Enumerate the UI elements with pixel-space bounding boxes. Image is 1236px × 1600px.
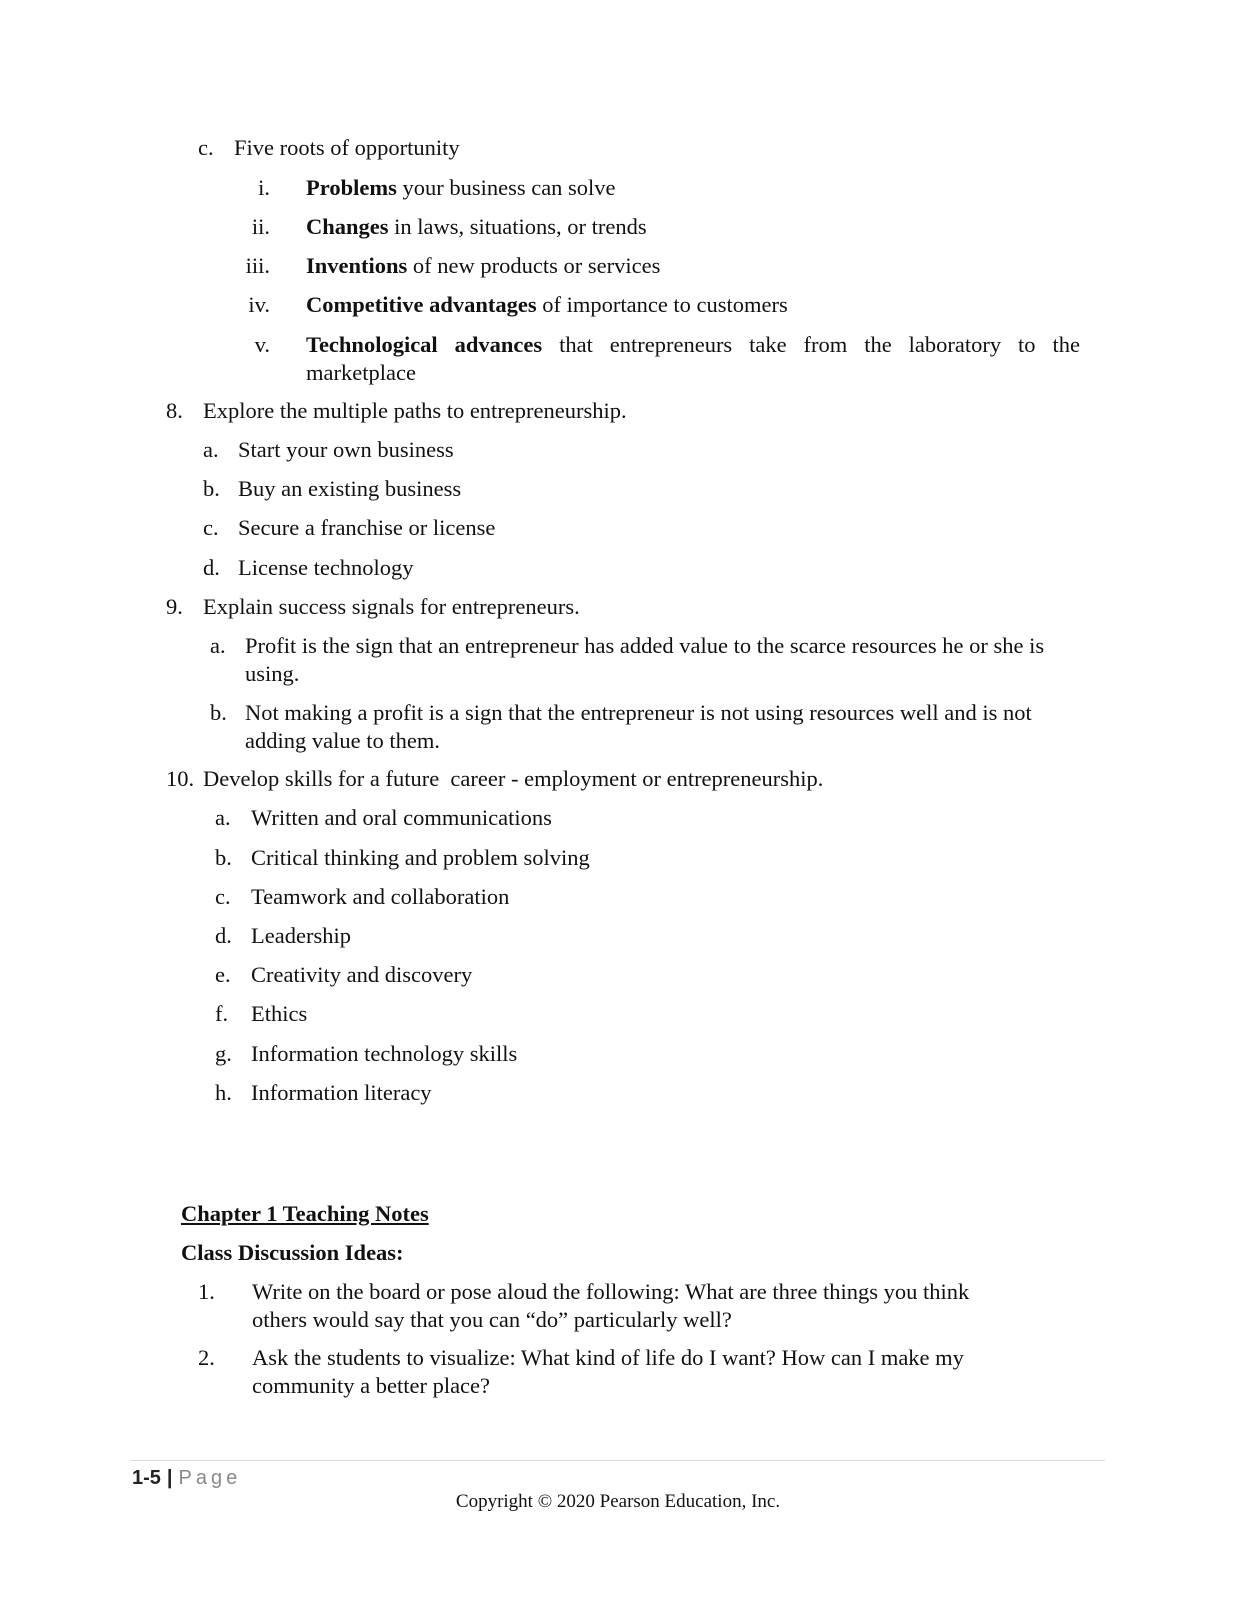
page-label: Page [178, 1467, 242, 1489]
item10-sub-marker: d. [215, 923, 232, 948]
roots-item-rest: that entrepreneurs take from the laboratory to the marketplace [306, 332, 1080, 385]
item8-sub-marker: a. [203, 437, 219, 462]
teaching-notes-heading: Chapter 1 Teaching Notes [181, 1201, 429, 1226]
discussion-item-marker: 2. [198, 1345, 215, 1370]
roots-item-rest: in laws, situations, or trends [388, 214, 647, 239]
roots-item-bold: Technological advances [306, 332, 543, 357]
item8-sub-text: Buy an existing business [238, 476, 462, 501]
item9-number: 9. [166, 594, 183, 619]
item8-sub-marker: b. [203, 476, 220, 501]
item9-sub-marker: b. [210, 700, 227, 725]
item9-sub-text: Profit is the sign that an entrepreneur has added value to the scarce resources he or she is using. [245, 633, 1045, 686]
item10-sub-text: Critical thinking and problem solving [251, 845, 590, 870]
item9-text: Explain success signals for entrepreneurs. [203, 594, 580, 619]
item10-sub-text: Teamwork and collaboration [251, 884, 510, 909]
item8-sub-text: Start your own business [238, 437, 454, 462]
roots-item-marker: ii. [251, 214, 270, 239]
discussion-item-text: Write on the board or pose aloud the following: What are three things you think others would say that you can “do” particularly well? [252, 1279, 970, 1332]
item10-sub-text: Creativity and discovery [251, 962, 473, 987]
item8-sub-text: License technology [238, 555, 414, 580]
item10-text: Develop skills for a future career - employment or entrepreneurship. [203, 766, 824, 791]
discussion-item-text: Ask the students to visualize: What kind of life do I want? How can I make my community a better place? [252, 1345, 964, 1398]
item9-sub-marker: a. [210, 633, 226, 658]
item10-sub-marker: a. [215, 805, 231, 830]
roots-item-marker: iii. [245, 253, 270, 278]
roots-item [306, 174, 616, 202]
page-separator: | [166, 1467, 173, 1489]
item10-sub-marker: f. [215, 1001, 229, 1026]
item8-sub-marker: c. [203, 515, 219, 540]
item8-text: Explore the multiple paths to entrepreneurship. [203, 398, 627, 423]
roots-item-bold: Competitive advantages [306, 292, 537, 317]
footer-divider [130, 1460, 1105, 1461]
roots-item [306, 331, 1080, 387]
roots-item-bold: Problems [306, 175, 397, 200]
copyright-notice: Copyright © 2020 Pearson Education, Inc. [455, 1491, 781, 1512]
item10-sub-text: Ethics [251, 1001, 308, 1026]
roots-item-rest: your business can solve [396, 175, 616, 200]
item10-sub-marker: g. [215, 1041, 232, 1066]
item10-sub-marker: c. [215, 884, 231, 909]
roots-item-rest: of importance to customers [536, 292, 788, 317]
item8-sub-marker: d. [203, 555, 220, 580]
roots-item [306, 291, 788, 319]
roots-marker: c. [198, 135, 214, 160]
item8-number: 8. [166, 398, 183, 423]
class-discussion-heading: Class Discussion Ideas: [181, 1240, 404, 1265]
roots-item-marker: v. [254, 332, 270, 357]
roots-item-marker: iv. [248, 292, 270, 317]
item10-number: 10. [166, 766, 195, 791]
item8-sub-text: Secure a franchise or license [238, 515, 496, 540]
discussion-item-marker: 1. [198, 1279, 215, 1304]
page-number [132, 1464, 241, 1492]
item9-sub-text: Not making a profit is a sign that the entrepreneur is not using resources well and is not adding value to them. [245, 700, 1032, 753]
roots-item-bold: Changes [306, 214, 389, 239]
roots-item [306, 252, 660, 280]
item10-sub-text: Written and oral communications [251, 805, 552, 830]
roots-item [306, 213, 647, 241]
page-number-value: 1-5 [132, 1467, 161, 1489]
item10-sub-marker: b. [215, 845, 232, 870]
item10-sub-text: Leadership [251, 923, 351, 948]
item10-sub-marker: e. [215, 962, 231, 987]
item10-sub-text: Information technology skills [251, 1041, 518, 1066]
roots-item-rest: of new products or services [407, 253, 661, 278]
roots-title: Five roots of opportunity [234, 135, 460, 160]
roots-item-bold: Inventions [306, 253, 408, 278]
item10-sub-marker: h. [215, 1080, 232, 1105]
item10-sub-text: Information literacy [251, 1080, 432, 1105]
roots-item-marker: i. [258, 175, 270, 200]
